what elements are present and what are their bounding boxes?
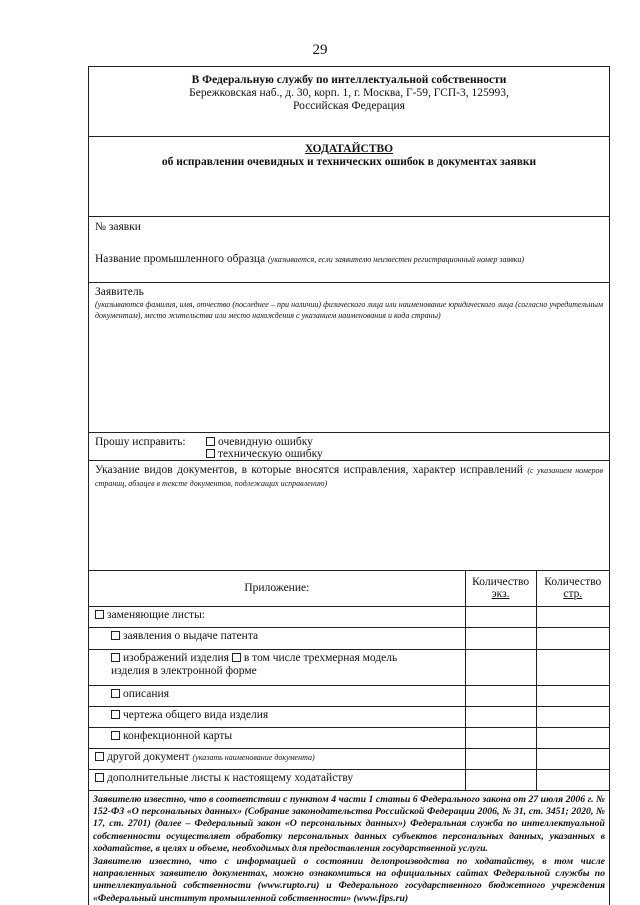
descriptions-cell[interactable] [89, 685, 465, 706]
pages-header [536, 571, 609, 606]
addressee-address: Бережковская наб., д. 30, корп. 1, г. Москва, Г-59, ГСП-3, 125993, [189, 87, 509, 99]
copies-cell[interactable] [465, 727, 536, 748]
attachments-header: Приложение: [89, 571, 465, 606]
pages-cell[interactable] [536, 606, 609, 627]
images-checkbox[interactable] [111, 653, 120, 662]
images-cell[interactable] [89, 649, 465, 685]
replacing-sheets-cell[interactable] [89, 606, 465, 627]
patent-application-checkbox[interactable] [111, 631, 120, 640]
addressee-section [89, 67, 609, 137]
copies-cell[interactable] [465, 748, 536, 769]
personal-data-notice [89, 791, 609, 905]
images-3d-label: в том числе трехмерная модель [243, 651, 398, 664]
table-row [89, 627, 609, 649]
petition-title-section [89, 137, 609, 217]
images-3d-checkbox[interactable] [232, 653, 241, 662]
patent-application-label: заявления о выдаче патента [123, 629, 259, 642]
descriptions-checkbox[interactable] [111, 689, 120, 698]
page-number: 29 [312, 42, 328, 58]
technical-error-checkbox[interactable] [206, 449, 215, 458]
copies-cell[interactable] [465, 769, 536, 790]
images-label: изображений изделия [123, 651, 229, 664]
replacing-sheets-label: заменяющие листы: [107, 608, 205, 621]
pages-cell[interactable] [536, 748, 609, 769]
obvious-error-checkbox[interactable] [206, 437, 215, 446]
table-row [89, 769, 609, 790]
confection-card-cell[interactable] [89, 727, 465, 748]
copies-cell[interactable] [465, 706, 536, 727]
table-row [89, 748, 609, 769]
images-line1 [111, 652, 459, 665]
technical-error-option[interactable] [206, 448, 323, 461]
pages-cell[interactable] [536, 685, 609, 706]
corrections-text: Указание видов документов, в которые вносятся исправления, характер исправлений [95, 464, 523, 476]
obvious-error-label: очевидную ошибку [218, 436, 313, 448]
extra-sheets-checkbox[interactable] [95, 773, 104, 782]
other-doc-note: (указать наименование документа) [192, 752, 315, 762]
images-line2: изделия в электронной форме [111, 664, 257, 677]
replacing-sheets-checkbox[interactable] [95, 610, 104, 619]
descriptions-label: описания [123, 687, 170, 700]
copies-cell[interactable] [465, 606, 536, 627]
copies-cell[interactable] [465, 627, 536, 649]
table-row [89, 685, 609, 706]
notice-paragraph-1: Заявителю известно, что в соответствии с пунктом 4 части 1 статьи 6 Федерального закона от 27 июля 2006 г. № 152-ФЗ «О персональных данных» (Собрание законодательства Российской Федерации 2006, № 31, ст. 3451; 2020, № 17, ст. 2701) (далее – Федеральный закон «О персональных данных») Федеральная служба по интеллектуальной собственности осуществляет обработку персональных данных субъектов персональных данных, указанных в ходатайстве, в целях и объеме, необходимых для предоставления государственной услуги. [93, 793, 605, 855]
corrections-section[interactable] [89, 461, 609, 571]
extra-sheets-cell[interactable] [89, 769, 465, 790]
drawing-cell[interactable] [89, 706, 465, 727]
pages-cell[interactable] [536, 769, 609, 790]
design-name-row[interactable] [95, 253, 603, 265]
pages-cell[interactable] [536, 727, 609, 748]
drawing-checkbox[interactable] [111, 710, 120, 719]
fix-request-label: Прошу исправить: [95, 436, 186, 448]
design-name-label: Название промышленного образца [95, 253, 266, 265]
other-doc-label: другой документ [107, 750, 190, 763]
notice-paragraph-2: Заявителю известно, что с информацией о состоянии делопроизводства по ходатайству, в том числе направленных заявителю документах, можно ознакомиться на официальных сайтах Федеральной службы по интеллектуальной собственности (www.rupto.ru) и Федерального государственного бюджетного учреждения «Федеральный институт промышленной собственности» (www.fips.ru) [93, 855, 605, 904]
copies-cell[interactable] [465, 685, 536, 706]
application-number-label: № заявки [95, 221, 141, 233]
copies-cell[interactable] [465, 649, 536, 685]
pages-cell[interactable] [536, 627, 609, 649]
technical-error-label: техническую ошибку [218, 448, 323, 460]
attachments-header-row [89, 571, 609, 606]
copies-header-line1: Количество [472, 576, 530, 589]
applicant-label: Заявитель [95, 286, 144, 298]
applicant-section[interactable] [89, 283, 609, 433]
attachments-table [89, 571, 609, 791]
table-row [89, 706, 609, 727]
drawing-label: чертежа общего вида изделия [123, 708, 269, 721]
corrections-note: (с указанием номеров страниц, абзацев в тексте документов, подлежащих исправлению) [95, 466, 603, 488]
petition-title: ХОДАТАЙСТВО [304, 143, 394, 155]
table-row [89, 606, 609, 627]
other-doc-checkbox[interactable] [95, 752, 104, 761]
pages-header-line2: стр. [563, 588, 583, 601]
confection-card-label: конфекционной карты [123, 729, 233, 742]
table-row [89, 727, 609, 748]
petition-subtitle: об исправлении очевидных и технических ошибок в документах заявки [161, 156, 537, 168]
patent-application-cell[interactable] [89, 627, 465, 649]
fix-request-section [89, 433, 609, 461]
copies-header [465, 571, 536, 606]
confection-card-checkbox[interactable] [111, 731, 120, 740]
petition-form [88, 66, 610, 905]
table-row [89, 649, 609, 685]
application-section[interactable] [89, 217, 609, 283]
addressee-title: В Федеральную службу по интеллектуальной собственности [191, 74, 507, 86]
extra-sheets-label: дополнительные листы к настоящему ходатайству [107, 771, 354, 784]
applicant-note: (указываются фамилия, имя, отчество (последнее – при наличии) физического лица или наименование юридического лица (согласно учредительным документам), место жительства или место нахождения с указанием наименования и кода страны) [95, 300, 603, 320]
pages-cell[interactable] [536, 706, 609, 727]
pages-cell[interactable] [536, 649, 609, 685]
other-doc-cell[interactable] [89, 748, 465, 769]
design-name-note: (указывается, если заявителю неизвестен регистрационный номер заявки) [268, 255, 525, 264]
addressee-country: Российская Федерация [293, 100, 405, 112]
pages-header-line1: Количество [544, 576, 602, 589]
copies-header-line2: экз. [491, 588, 510, 601]
